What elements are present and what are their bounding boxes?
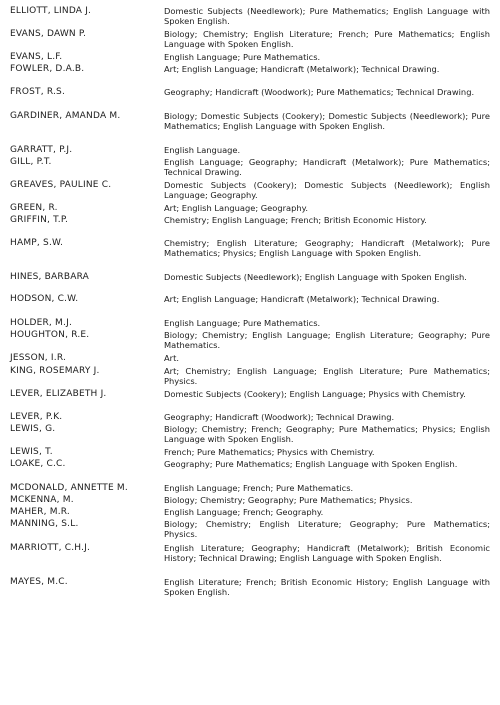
subject-list: English Language; Geography; Handicraft (Metalwork); Pure Mathematics; Technical Drawing. — [164, 157, 490, 177]
student-name: GREAVES, PAULINE C. — [10, 180, 112, 190]
subject-list: Biology; Domestic Subjects (Cookery); Domestic Subjects (Needlework); Pure Mathematics; English Language with Spoken English. — [164, 111, 490, 131]
subject-list: Art; English Language; Handicraft (Metalwork); Technical Drawing. — [164, 64, 440, 74]
subject-list: English Literature; French; British Economic History; English Language with Spoken English. — [164, 577, 490, 597]
student-name: EVANS, DAWN P. — [10, 29, 87, 39]
student-name: HOUGHTON, R.E. — [10, 330, 90, 340]
student-name: MAHER, M.R. — [10, 507, 70, 517]
student-name: LOAKE, C.C. — [10, 459, 66, 469]
student-name: GARRATT, P.J. — [10, 145, 73, 155]
subject-list: Biology; Chemistry; Geography; Pure Mathematics; Physics. — [164, 495, 413, 505]
student-name: LEWIS, G. — [10, 424, 56, 434]
student-name: LEVER, ELIZABETH J. — [10, 389, 107, 399]
student-name: HODSON, C.W. — [10, 294, 79, 304]
student-name: HINES, BARBARA — [10, 272, 90, 282]
subject-list: Chemistry; English Literature; Geography; Handicraft (Metalwork); Pure Mathematics; Physics; English Language with Spoken English. — [164, 238, 490, 258]
student-name: EVANS, L.F. — [10, 52, 63, 62]
subject-list: English Language; Pure Mathematics. — [164, 318, 321, 328]
subject-list: Geography; Handicraft (Woodwork); Pure Mathematics; Technical Drawing. — [164, 87, 475, 97]
subject-list: Chemistry; English Language; French; British Economic History. — [164, 215, 427, 225]
subject-list: Art. — [164, 353, 179, 363]
student-name: HOLDER, M.J. — [10, 318, 72, 328]
student-name: GREEN, R. — [10, 203, 58, 213]
subject-list: Art; English Language; Geography. — [164, 203, 309, 213]
subject-list: English Language. — [164, 145, 241, 155]
subject-list: Art; English Language; Handicraft (Metalwork); Technical Drawing. — [164, 294, 440, 304]
subject-list: Domestic Subjects (Cookery); English Language; Physics with Chemistry. — [164, 389, 466, 399]
student-name: MCDONALD, ANNETTE M. — [10, 483, 128, 493]
student-name: MCKENNA, M. — [10, 495, 74, 505]
student-name: MARRIOTT, C.H.J. — [10, 543, 91, 553]
subject-list: Domestic Subjects (Needlework); English Language with Spoken English. — [164, 272, 467, 282]
student-name: FOWLER, D.A.B. — [10, 64, 85, 74]
student-name: MANNING, S.L. — [10, 519, 79, 529]
subject-list: Biology; Chemistry; English Literature; French; Pure Mathematics; English Language with Spoken English. — [164, 29, 490, 49]
student-name: LEWIS, T. — [10, 447, 53, 457]
subject-list: Geography; Pure Mathematics; English Language with Spoken English. — [164, 459, 458, 469]
student-name: GARDINER, AMANDA M. — [10, 111, 121, 121]
subject-list: Domestic Subjects (Needlework); Pure Mathematics; English Language with Spoken English. — [164, 6, 490, 26]
subject-list: Biology; Chemistry; English Language; English Literature; Geography; Pure Mathematics. — [164, 330, 490, 350]
subject-list: English Language; Pure Mathematics. — [164, 52, 321, 62]
subject-list: French; Pure Mathematics; Physics with Chemistry. — [164, 447, 375, 457]
student-name: KING, ROSEMARY J. — [10, 366, 100, 376]
subject-list: Biology; Chemistry; French; Geography; Pure Mathematics; Physics; English Language with Spoken English. — [164, 424, 490, 444]
student-name: ELLIOTT, LINDA J. — [10, 6, 92, 16]
student-name: GRIFFIN, T.P. — [10, 215, 69, 225]
subject-list: Domestic Subjects (Cookery); Domestic Subjects (Needlework); English Language; Geography. — [164, 180, 490, 200]
subject-list: English Literature; Geography; Handicraft (Metalwork); British Economic History; Technical Drawing; English Language with Spoken English. — [164, 543, 490, 563]
subject-list: Art; Chemistry; English Language; English Literature; Pure Mathematics; Physics. — [164, 366, 490, 386]
student-name: FROST, R.S. — [10, 87, 66, 97]
student-name: HAMP, S.W. — [10, 238, 64, 248]
subject-list: Geography; Handicraft (Woodwork); Technical Drawing. — [164, 412, 395, 422]
subject-list: Biology; Chemistry; English Literature; Geography; Pure Mathematics; Physics. — [164, 519, 490, 539]
subject-list: English Language; French; Geography. — [164, 507, 324, 517]
student-name: JESSON, I.R. — [10, 353, 67, 363]
student-name: LEVER, P.K. — [10, 412, 63, 422]
student-name: GILL, P.T. — [10, 157, 52, 167]
student-name: MAYES, M.C. — [10, 577, 68, 587]
subject-list: English Language; French; Pure Mathematics. — [164, 483, 354, 493]
